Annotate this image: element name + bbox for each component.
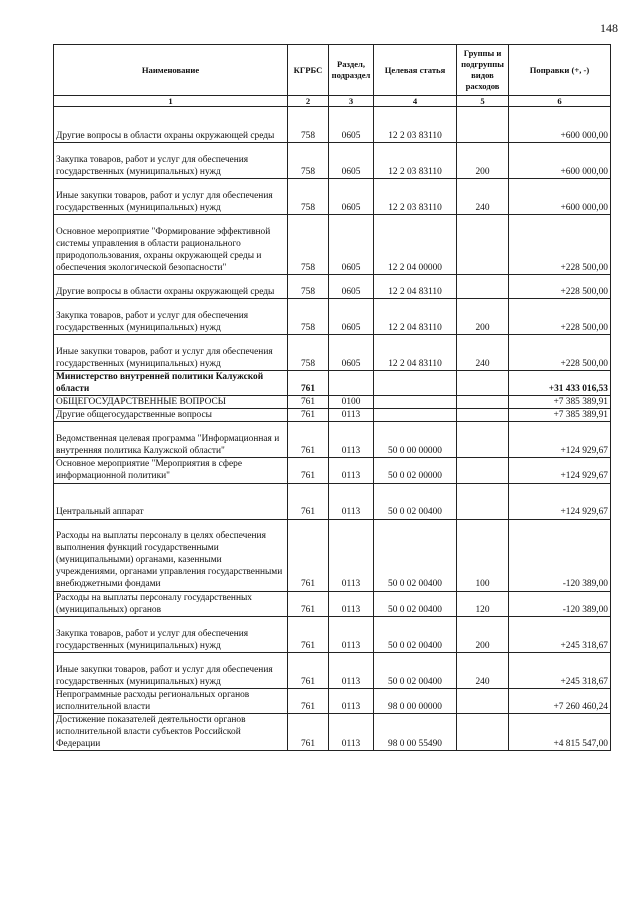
row-name: Министерство внутренней политики Калужской области <box>54 371 288 396</box>
row-name: Закупка товаров, работ и услуг для обеспечения государственных (муниципальных) нужд <box>54 616 288 652</box>
row-section: 0113 <box>329 616 374 652</box>
row-group: 240 <box>457 335 509 371</box>
table-row <box>54 591 611 616</box>
row-group <box>457 422 509 458</box>
table-row <box>54 422 611 458</box>
row-target <box>374 396 457 409</box>
row-amount: +245 318,67 <box>509 652 611 688</box>
row-name: Основное мероприятие "Формирование эффективной системы управления в области рационального природопользования, охраны окружающей среды и обеспечения экологической безопасности" <box>54 215 288 275</box>
header-section: Раздел, подраздел <box>329 45 374 96</box>
row-name: Достижение показателей деятельности органов исполнительной власти субъектов Российской Федерации <box>54 713 288 750</box>
row-group <box>457 713 509 750</box>
header-group: Группы и подгруппы видов расходов <box>457 45 509 96</box>
row-target: 50 0 02 00400 <box>374 616 457 652</box>
row-kgrbs: 758 <box>288 299 329 335</box>
table-row <box>54 409 611 422</box>
column-number: 3 <box>329 96 374 107</box>
row-name: Иные закупки товаров, работ и услуг для обеспечения государственных (муниципальных) нужд <box>54 179 288 215</box>
table-row <box>54 143 611 179</box>
row-section: 0113 <box>329 713 374 750</box>
table-row <box>54 179 611 215</box>
budget-amendments-table <box>53 44 611 751</box>
row-name: Основное мероприятие "Мероприятия в сфере информационной политики" <box>54 458 288 483</box>
table-row <box>54 107 611 143</box>
row-group <box>457 275 509 299</box>
row-amount: +4 815 547,00 <box>509 713 611 750</box>
row-amount: +124 929,67 <box>509 483 611 519</box>
row-section: 0605 <box>329 335 374 371</box>
row-section: 0113 <box>329 688 374 713</box>
row-target: 12 2 03 83110 <box>374 179 457 215</box>
row-target: 12 2 04 00000 <box>374 215 457 275</box>
row-section: 0605 <box>329 299 374 335</box>
column-number: 4 <box>374 96 457 107</box>
row-kgrbs: 758 <box>288 275 329 299</box>
header-name: Наименование <box>54 45 288 96</box>
header-kgrbs: КГРБС <box>288 45 329 96</box>
row-section: 0605 <box>329 215 374 275</box>
row-amount: +7 385 389,91 <box>509 409 611 422</box>
row-name: Другие вопросы в области охраны окружающей среды <box>54 107 288 143</box>
row-kgrbs: 761 <box>288 652 329 688</box>
row-kgrbs: 758 <box>288 179 329 215</box>
row-section: 0113 <box>329 519 374 591</box>
table-row <box>54 616 611 652</box>
row-kgrbs: 758 <box>288 107 329 143</box>
column-number: 6 <box>509 96 611 107</box>
row-target <box>374 371 457 396</box>
row-target: 50 0 00 00000 <box>374 422 457 458</box>
row-name: Закупка товаров, работ и услуг для обеспечения государственных (муниципальных) нужд <box>54 299 288 335</box>
row-kgrbs: 761 <box>288 409 329 422</box>
row-kgrbs: 758 <box>288 215 329 275</box>
row-group: 200 <box>457 299 509 335</box>
row-section: 0113 <box>329 591 374 616</box>
row-name: ОБЩЕГОСУДАРСТВЕННЫЕ ВОПРОСЫ <box>54 396 288 409</box>
page-number: 148 <box>600 21 618 35</box>
table-row <box>54 688 611 713</box>
row-amount: +228 500,00 <box>509 275 611 299</box>
row-kgrbs: 758 <box>288 335 329 371</box>
row-section: 0605 <box>329 107 374 143</box>
table-row <box>54 215 611 275</box>
row-group <box>457 483 509 519</box>
row-target: 12 2 04 83110 <box>374 335 457 371</box>
row-target: 50 0 02 00400 <box>374 591 457 616</box>
row-target: 12 2 03 83110 <box>374 143 457 179</box>
row-name: Центральный аппарат <box>54 483 288 519</box>
row-kgrbs: 761 <box>288 371 329 396</box>
row-group: 240 <box>457 652 509 688</box>
row-amount: +600 000,00 <box>509 143 611 179</box>
row-amount: +228 500,00 <box>509 335 611 371</box>
row-name: Закупка товаров, работ и услуг для обеспечения государственных (муниципальных) нужд <box>54 143 288 179</box>
row-target: 98 0 00 55490 <box>374 713 457 750</box>
row-section: 0605 <box>329 275 374 299</box>
row-amount: +124 929,67 <box>509 458 611 483</box>
row-kgrbs: 761 <box>288 396 329 409</box>
row-amount: +31 433 016,53 <box>509 371 611 396</box>
row-target <box>374 409 457 422</box>
row-group <box>457 688 509 713</box>
row-target: 12 2 03 83110 <box>374 107 457 143</box>
column-number: 5 <box>457 96 509 107</box>
row-name: Иные закупки товаров, работ и услуг для обеспечения государственных (муниципальных) нужд <box>54 335 288 371</box>
table-row <box>54 335 611 371</box>
row-amount: +7 260 460,24 <box>509 688 611 713</box>
row-amount: +228 500,00 <box>509 215 611 275</box>
header-amount: Поправки (+, -) <box>509 45 611 96</box>
row-section: 0113 <box>329 458 374 483</box>
row-group <box>457 371 509 396</box>
row-target: 50 0 02 00400 <box>374 519 457 591</box>
column-number: 2 <box>288 96 329 107</box>
row-section: 0113 <box>329 409 374 422</box>
row-target: 50 0 02 00400 <box>374 652 457 688</box>
row-amount: +600 000,00 <box>509 107 611 143</box>
row-section: 0113 <box>329 483 374 519</box>
table-row <box>54 713 611 750</box>
row-target: 50 0 02 00000 <box>374 458 457 483</box>
table-row <box>54 299 611 335</box>
row-name: Ведомственная целевая программа "Информационная и внутренняя политика Калужской области" <box>54 422 288 458</box>
row-amount: -120 389,00 <box>509 591 611 616</box>
row-section: 0113 <box>329 652 374 688</box>
row-section: 0605 <box>329 179 374 215</box>
table-header-row <box>54 45 611 96</box>
row-amount: +7 385 389,91 <box>509 396 611 409</box>
row-target: 12 2 04 83110 <box>374 275 457 299</box>
header-target: Целевая статья <box>374 45 457 96</box>
row-group: 200 <box>457 143 509 179</box>
row-group: 120 <box>457 591 509 616</box>
row-name: Другие вопросы в области охраны окружающей среды <box>54 275 288 299</box>
table-row <box>54 652 611 688</box>
row-group <box>457 396 509 409</box>
row-target: 50 0 02 00400 <box>374 483 457 519</box>
row-kgrbs: 761 <box>288 422 329 458</box>
column-number: 1 <box>54 96 288 107</box>
column-number-row <box>54 96 611 107</box>
row-amount: +245 318,67 <box>509 616 611 652</box>
row-group <box>457 409 509 422</box>
row-kgrbs: 761 <box>288 458 329 483</box>
row-section: 0605 <box>329 143 374 179</box>
row-section <box>329 371 374 396</box>
row-amount: +228 500,00 <box>509 299 611 335</box>
row-name: Иные закупки товаров, работ и услуг для обеспечения государственных (муниципальных) нужд <box>54 652 288 688</box>
row-kgrbs: 758 <box>288 143 329 179</box>
row-kgrbs: 761 <box>288 713 329 750</box>
row-amount: +600 000,00 <box>509 179 611 215</box>
row-kgrbs: 761 <box>288 616 329 652</box>
table-row <box>54 371 611 396</box>
row-group <box>457 215 509 275</box>
row-amount: +124 929,67 <box>509 422 611 458</box>
row-kgrbs: 761 <box>288 483 329 519</box>
row-name: Расходы на выплаты персоналу в целях обеспечения выполнения функций государственными (муниципальными) органами, казенными учреждениями, органами управления государственными внебюджетными фондами <box>54 519 288 591</box>
row-target: 12 2 04 83110 <box>374 299 457 335</box>
row-section: 0113 <box>329 422 374 458</box>
row-group: 200 <box>457 616 509 652</box>
row-group: 100 <box>457 519 509 591</box>
row-target: 98 0 00 00000 <box>374 688 457 713</box>
row-section: 0100 <box>329 396 374 409</box>
row-group: 240 <box>457 179 509 215</box>
table-row <box>54 519 611 591</box>
row-kgrbs: 761 <box>288 591 329 616</box>
table-row <box>54 275 611 299</box>
table-row <box>54 458 611 483</box>
table-row <box>54 396 611 409</box>
table-body <box>54 107 611 751</box>
row-amount: -120 389,00 <box>509 519 611 591</box>
row-kgrbs: 761 <box>288 519 329 591</box>
row-kgrbs: 761 <box>288 688 329 713</box>
row-group <box>457 107 509 143</box>
row-name: Непрограммные расходы региональных органов исполнительной власти <box>54 688 288 713</box>
row-name: Расходы на выплаты персоналу государственных (муниципальных) органов <box>54 591 288 616</box>
row-name: Другие общегосударственные вопросы <box>54 409 288 422</box>
row-group <box>457 458 509 483</box>
table-row <box>54 483 611 519</box>
